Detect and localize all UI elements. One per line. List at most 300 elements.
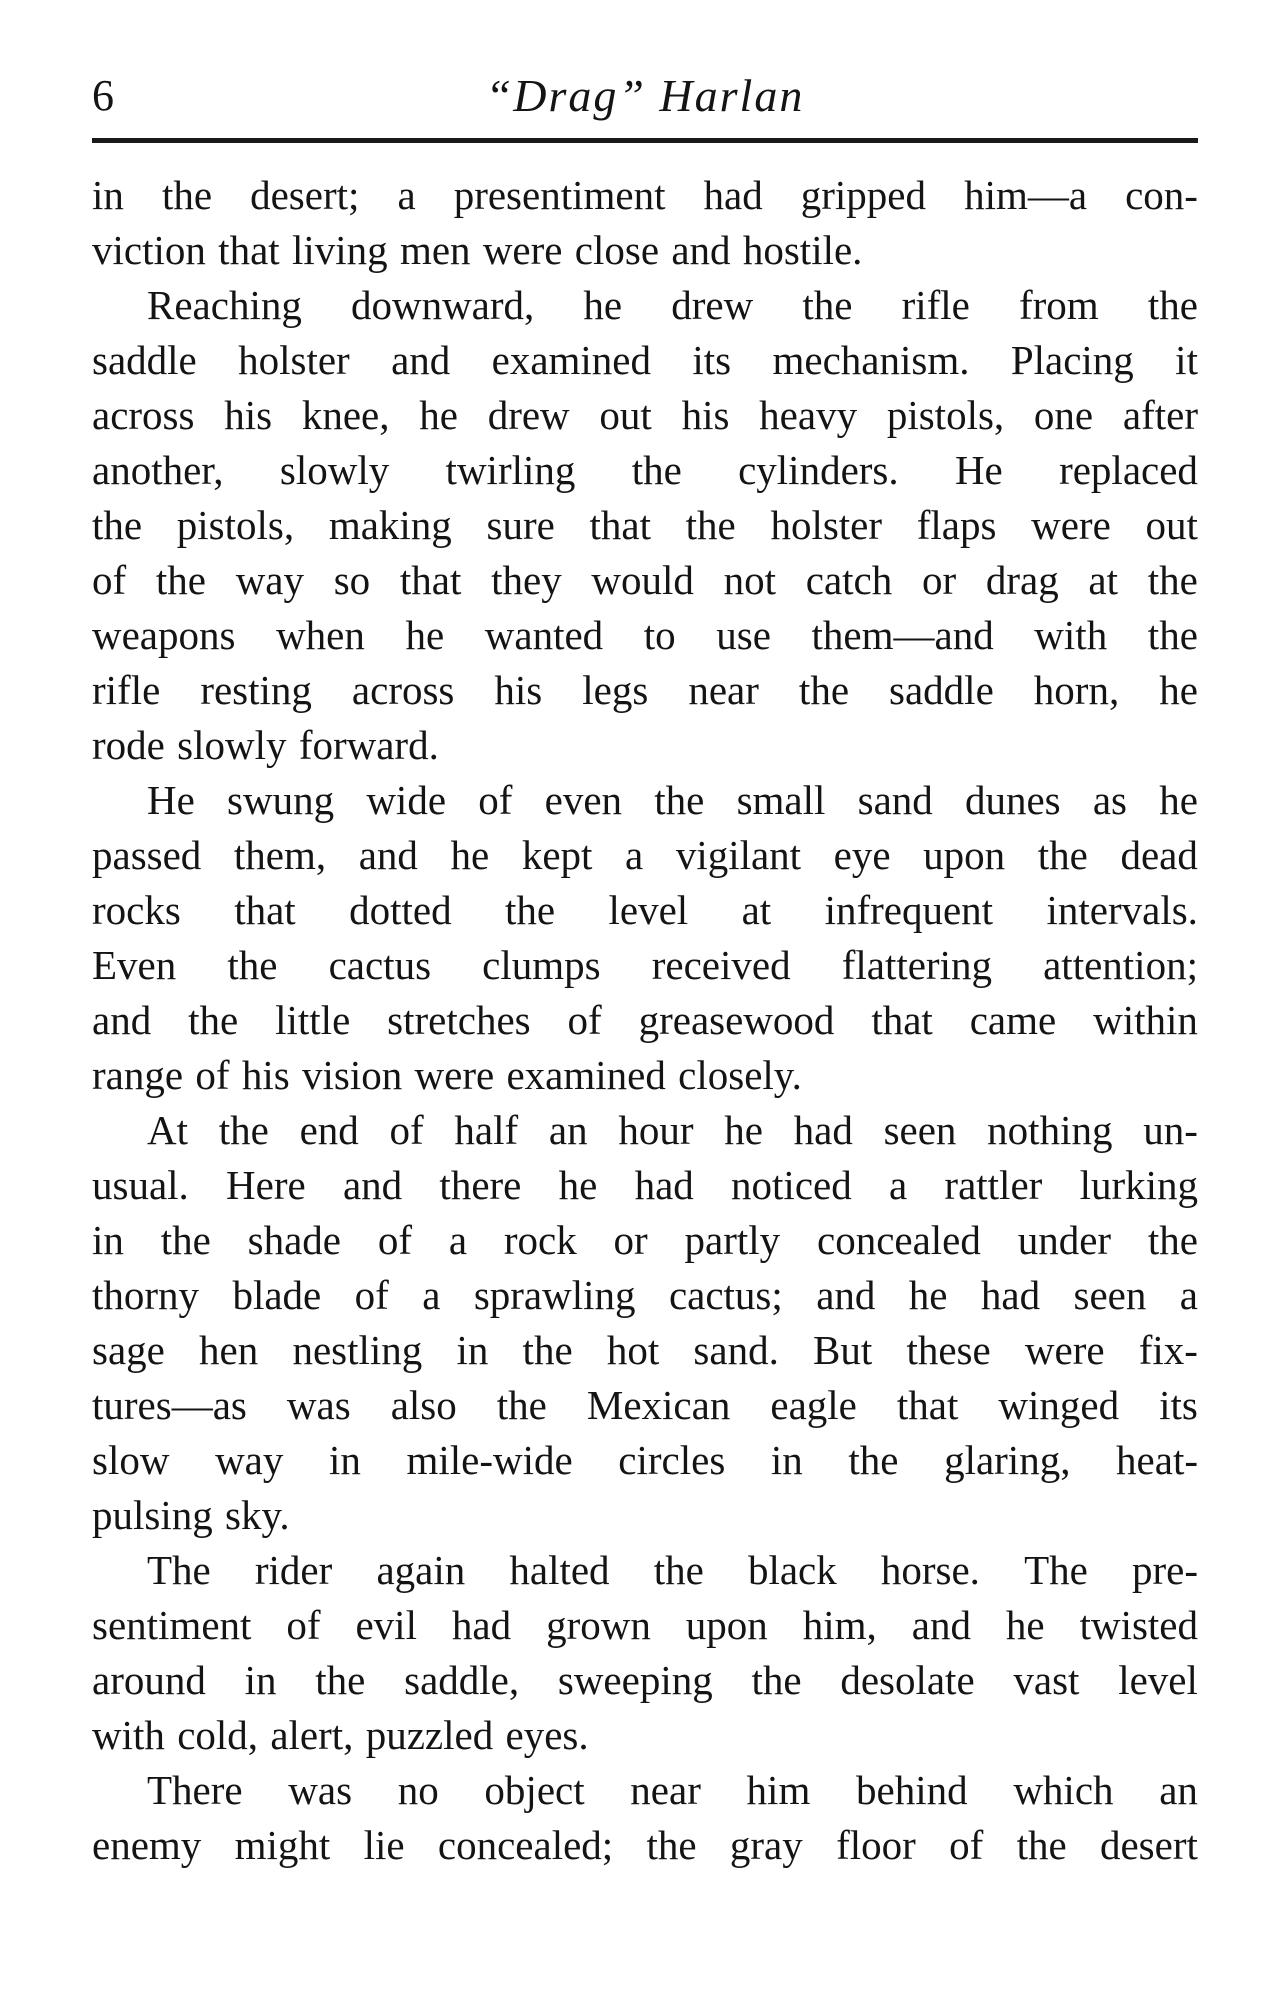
word: and bbox=[671, 227, 731, 273]
word: them—and bbox=[811, 612, 994, 658]
page-number: 6 bbox=[92, 71, 114, 120]
word: upon bbox=[923, 832, 1006, 878]
text-line bbox=[92, 553, 1198, 608]
word: in bbox=[92, 172, 124, 218]
word: Reaching bbox=[147, 282, 302, 328]
word: a bbox=[397, 172, 416, 218]
word: lie bbox=[363, 1822, 405, 1868]
body-text bbox=[92, 168, 1198, 1873]
word: the bbox=[496, 1382, 547, 1428]
word: forward. bbox=[298, 722, 439, 768]
word: the bbox=[155, 557, 206, 603]
text-line bbox=[92, 1103, 1198, 1158]
text-line bbox=[92, 1048, 1198, 1103]
word: men bbox=[399, 227, 471, 273]
word: winged bbox=[998, 1382, 1120, 1428]
word: the bbox=[92, 502, 143, 548]
text-line bbox=[92, 443, 1198, 498]
word: drag bbox=[985, 557, 1059, 603]
word: across bbox=[92, 392, 195, 438]
word: the bbox=[218, 1107, 269, 1153]
word: he bbox=[724, 1107, 763, 1153]
word: slow bbox=[92, 1437, 170, 1483]
word: legs bbox=[582, 667, 649, 713]
word: at bbox=[1088, 557, 1119, 603]
word: holster bbox=[238, 337, 350, 383]
word: near bbox=[630, 1767, 701, 1813]
word: around bbox=[92, 1657, 206, 1703]
word: the bbox=[685, 502, 736, 548]
text-line bbox=[92, 498, 1198, 553]
word: swung bbox=[227, 777, 335, 823]
word: the bbox=[654, 777, 705, 823]
word: mile-wide bbox=[406, 1437, 573, 1483]
word: stretches bbox=[387, 997, 531, 1043]
word: also bbox=[390, 1382, 457, 1428]
word: attention; bbox=[1043, 942, 1198, 988]
word: eyes. bbox=[505, 1712, 589, 1758]
word: mechanism. bbox=[772, 337, 970, 383]
word: another, bbox=[92, 447, 224, 493]
text-line bbox=[92, 608, 1198, 663]
word: rifle bbox=[901, 282, 970, 328]
word: flattering bbox=[841, 942, 992, 988]
word: pre- bbox=[1131, 1547, 1198, 1593]
word: rattler bbox=[944, 1162, 1043, 1208]
word: concealed bbox=[817, 1217, 981, 1263]
word: nestling bbox=[292, 1327, 423, 1373]
word: he bbox=[419, 392, 458, 438]
word: the bbox=[798, 667, 850, 713]
word: the bbox=[1147, 612, 1198, 658]
word: the bbox=[751, 1657, 802, 1703]
word: even bbox=[544, 777, 623, 823]
word: saddle bbox=[889, 667, 994, 713]
word: that bbox=[871, 997, 933, 1043]
text-line bbox=[92, 223, 1198, 278]
text-line bbox=[92, 1268, 1198, 1323]
word: Placing bbox=[1010, 337, 1134, 383]
word: again bbox=[376, 1547, 466, 1593]
word: cylinders. bbox=[738, 447, 899, 493]
word: he bbox=[1159, 667, 1198, 713]
word: the bbox=[848, 1437, 899, 1483]
word: the bbox=[315, 1657, 366, 1703]
word: examined bbox=[506, 1052, 666, 1098]
text-line bbox=[92, 1433, 1198, 1488]
word: gray bbox=[729, 1822, 803, 1868]
word: an bbox=[548, 1107, 588, 1153]
word: the bbox=[653, 1547, 704, 1593]
word: holster bbox=[770, 502, 883, 548]
text-line bbox=[92, 1543, 1198, 1598]
word: that bbox=[218, 227, 280, 273]
word: a bbox=[625, 832, 644, 878]
word: closely. bbox=[678, 1052, 802, 1098]
word: that bbox=[589, 502, 651, 548]
word: upon bbox=[685, 1602, 768, 1648]
word: not bbox=[723, 557, 777, 603]
word: and bbox=[342, 1162, 403, 1208]
word: in bbox=[328, 1437, 361, 1483]
word: with bbox=[92, 1712, 165, 1758]
text-line bbox=[92, 1598, 1198, 1653]
word: hostile. bbox=[742, 227, 863, 273]
word: were bbox=[1031, 502, 1111, 548]
text-line bbox=[92, 663, 1198, 718]
word: and bbox=[911, 1602, 971, 1648]
word: pistols, bbox=[886, 392, 1005, 438]
word: The bbox=[147, 1547, 211, 1593]
word: he bbox=[583, 282, 623, 328]
word: so bbox=[333, 557, 371, 603]
word: an bbox=[1159, 1767, 1198, 1813]
word: the bbox=[505, 887, 556, 933]
word: sky. bbox=[225, 1492, 290, 1538]
word: examined bbox=[491, 337, 652, 383]
word: had bbox=[793, 1107, 853, 1153]
word: sentiment bbox=[92, 1602, 252, 1648]
word: The bbox=[1024, 1547, 1088, 1593]
word: vigilant bbox=[675, 832, 802, 878]
word: dead bbox=[1120, 832, 1198, 878]
word: he bbox=[908, 1272, 948, 1318]
word: its bbox=[1159, 1382, 1198, 1428]
word: slowly bbox=[279, 447, 390, 493]
word: the bbox=[161, 172, 213, 218]
word: no bbox=[397, 1767, 439, 1813]
text-line bbox=[92, 1708, 1198, 1763]
word: object bbox=[484, 1767, 585, 1813]
text-line bbox=[92, 1158, 1198, 1213]
word: Even bbox=[92, 942, 177, 988]
word: or bbox=[921, 557, 957, 603]
text-line bbox=[92, 333, 1198, 388]
word: had bbox=[451, 1602, 512, 1648]
word: way bbox=[235, 557, 304, 603]
word: him, bbox=[802, 1602, 877, 1648]
word: hot bbox=[606, 1327, 660, 1373]
word: dotted bbox=[349, 887, 452, 933]
word: and bbox=[391, 337, 451, 383]
word: viction bbox=[92, 227, 206, 273]
word: making bbox=[328, 502, 452, 548]
word: desert; bbox=[250, 172, 360, 218]
word: sand bbox=[857, 777, 933, 823]
word: little bbox=[275, 997, 351, 1043]
word: eye bbox=[833, 832, 891, 878]
word: glaring, bbox=[944, 1437, 1071, 1483]
word: were bbox=[414, 1052, 495, 1098]
word: near bbox=[688, 667, 759, 713]
word: the bbox=[522, 1327, 573, 1373]
word: was bbox=[286, 1382, 351, 1428]
word: it bbox=[1175, 337, 1198, 383]
word: weapons bbox=[92, 612, 236, 658]
word: replaced bbox=[1059, 447, 1198, 493]
word: out bbox=[599, 392, 652, 438]
text-line bbox=[92, 773, 1198, 828]
word: desert bbox=[1099, 1822, 1198, 1868]
word: hour bbox=[618, 1107, 694, 1153]
word: cactus; bbox=[668, 1272, 783, 1318]
word: partly bbox=[684, 1217, 781, 1263]
word: living bbox=[291, 227, 388, 273]
word: the bbox=[1037, 832, 1088, 878]
word: he bbox=[558, 1162, 598, 1208]
word: kept bbox=[521, 832, 593, 878]
word: end bbox=[299, 1107, 359, 1153]
word: con- bbox=[1125, 172, 1198, 218]
text-line bbox=[92, 1378, 1198, 1433]
text-line bbox=[92, 1818, 1198, 1873]
word: Mexican bbox=[586, 1382, 731, 1428]
text-line bbox=[92, 278, 1198, 333]
word: enemy bbox=[92, 1822, 202, 1868]
word: of bbox=[354, 1272, 389, 1318]
word: cactus bbox=[328, 942, 432, 988]
word: the bbox=[1147, 1217, 1198, 1263]
running-head bbox=[92, 66, 1198, 126]
word: flaps bbox=[916, 502, 997, 548]
word: shade bbox=[247, 1217, 342, 1263]
word: and bbox=[358, 832, 418, 878]
word: lurking bbox=[1079, 1162, 1198, 1208]
word: vision bbox=[301, 1052, 403, 1098]
word: rifle bbox=[92, 667, 161, 713]
word: the bbox=[1147, 557, 1198, 603]
text-line bbox=[92, 1488, 1198, 1543]
word: rode bbox=[92, 722, 165, 768]
word: at bbox=[741, 887, 772, 933]
word: He bbox=[147, 777, 195, 823]
word: across bbox=[351, 667, 455, 713]
word: rider bbox=[254, 1547, 333, 1593]
word: to bbox=[643, 612, 676, 658]
word: of bbox=[389, 1107, 424, 1153]
word: were bbox=[1024, 1327, 1105, 1373]
text-line bbox=[92, 1763, 1198, 1818]
word: range bbox=[92, 1052, 184, 1098]
word: had bbox=[703, 172, 763, 218]
word: vast bbox=[1013, 1657, 1080, 1703]
text-line bbox=[92, 993, 1198, 1048]
word: concealed; bbox=[437, 1822, 614, 1868]
word: had bbox=[634, 1162, 694, 1208]
word: which bbox=[1013, 1767, 1114, 1813]
word: There bbox=[147, 1767, 243, 1813]
word: in bbox=[456, 1327, 489, 1373]
word: puzzled bbox=[365, 1712, 494, 1758]
word: his bbox=[494, 667, 543, 713]
word: would bbox=[591, 557, 694, 603]
word: seen bbox=[1073, 1272, 1147, 1318]
word: of bbox=[377, 1217, 412, 1263]
word: un- bbox=[1143, 1107, 1198, 1153]
word: they bbox=[491, 557, 562, 603]
word: close bbox=[574, 227, 660, 273]
word: that bbox=[399, 557, 462, 603]
text-line bbox=[92, 1213, 1198, 1268]
word: use bbox=[716, 612, 771, 658]
word: after bbox=[1122, 392, 1198, 438]
word: level bbox=[1118, 1657, 1198, 1703]
word: knee, bbox=[301, 392, 390, 438]
text-line bbox=[92, 168, 1198, 223]
text-line bbox=[92, 883, 1198, 938]
word: with bbox=[1034, 612, 1108, 658]
word: twirling bbox=[445, 447, 576, 493]
word: cold, bbox=[177, 1712, 259, 1758]
word: sweeping bbox=[557, 1657, 713, 1703]
word: horn, bbox=[1033, 667, 1120, 713]
word: had bbox=[980, 1272, 1041, 1318]
word: he bbox=[450, 832, 490, 878]
text-line bbox=[92, 828, 1198, 883]
text-line bbox=[92, 938, 1198, 993]
word: or bbox=[613, 1217, 648, 1263]
word: At bbox=[147, 1107, 188, 1153]
word: noticed bbox=[731, 1162, 852, 1208]
word: that bbox=[896, 1382, 959, 1428]
word: from bbox=[1018, 282, 1099, 328]
word: seen bbox=[883, 1107, 957, 1153]
word: drew bbox=[671, 282, 754, 328]
word: behind bbox=[856, 1767, 968, 1813]
text-line bbox=[92, 388, 1198, 443]
word: that bbox=[234, 887, 296, 933]
word: nothing bbox=[987, 1107, 1113, 1153]
word: evil bbox=[355, 1602, 417, 1648]
word: he bbox=[1159, 777, 1198, 823]
word: its bbox=[692, 337, 732, 383]
word: in bbox=[770, 1437, 803, 1483]
word: might bbox=[234, 1822, 331, 1868]
word: He bbox=[954, 447, 1003, 493]
word: pulsing bbox=[92, 1492, 213, 1538]
word: saddle bbox=[92, 337, 197, 383]
word: sage bbox=[92, 1327, 165, 1373]
word: hen bbox=[199, 1327, 259, 1373]
word: he bbox=[1005, 1602, 1045, 1648]
word: the bbox=[1016, 1822, 1067, 1868]
word: clumps bbox=[482, 942, 601, 988]
word: received bbox=[651, 942, 791, 988]
word: dunes bbox=[964, 777, 1061, 823]
word: under bbox=[1017, 1217, 1112, 1263]
word: wanted bbox=[484, 612, 604, 658]
word: level bbox=[608, 887, 689, 933]
word: in bbox=[244, 1657, 277, 1703]
word: half bbox=[454, 1107, 519, 1153]
word: the bbox=[188, 997, 239, 1043]
word: a bbox=[448, 1217, 468, 1263]
word: of bbox=[567, 997, 602, 1043]
word: the bbox=[1147, 282, 1198, 328]
word: one bbox=[1033, 392, 1094, 438]
word: twisted bbox=[1079, 1602, 1198, 1648]
word: blade bbox=[232, 1272, 322, 1318]
word: gripped bbox=[800, 172, 927, 218]
word: heat- bbox=[1116, 1437, 1198, 1483]
word: pistols, bbox=[176, 502, 295, 548]
word: usual. bbox=[92, 1162, 189, 1208]
word: him—a bbox=[964, 172, 1088, 218]
word: desolate bbox=[840, 1657, 975, 1703]
word: fix- bbox=[1138, 1327, 1198, 1373]
word: downward, bbox=[350, 282, 535, 328]
text-line bbox=[92, 1323, 1198, 1378]
word: when bbox=[276, 612, 365, 658]
word: came bbox=[969, 997, 1057, 1043]
word: of bbox=[949, 1822, 984, 1868]
word: resting bbox=[200, 667, 312, 713]
word: the bbox=[160, 1217, 211, 1263]
word: eagle bbox=[770, 1382, 857, 1428]
word: sure bbox=[486, 502, 555, 548]
word: his bbox=[224, 392, 273, 438]
word: were bbox=[482, 227, 563, 273]
word: heavy bbox=[759, 392, 858, 438]
word: thorny bbox=[92, 1272, 200, 1318]
text-line bbox=[92, 1653, 1198, 1708]
word: him bbox=[746, 1767, 811, 1813]
word: a bbox=[422, 1272, 441, 1318]
word: of bbox=[195, 1052, 230, 1098]
word: of bbox=[478, 777, 513, 823]
word: halted bbox=[509, 1547, 610, 1593]
word: wide bbox=[366, 777, 447, 823]
word: presentiment bbox=[453, 172, 666, 218]
word: as bbox=[1092, 777, 1128, 823]
word: black bbox=[747, 1547, 837, 1593]
word: drew bbox=[487, 392, 570, 438]
word: within bbox=[1093, 997, 1198, 1043]
word: his bbox=[241, 1052, 290, 1098]
word: the bbox=[631, 447, 682, 493]
word: a bbox=[1179, 1272, 1198, 1318]
word: in bbox=[92, 1217, 124, 1263]
word: sprawling bbox=[473, 1272, 636, 1318]
word: the bbox=[802, 282, 853, 328]
word: small bbox=[736, 777, 826, 823]
word: grown bbox=[546, 1602, 651, 1648]
header-rule bbox=[92, 138, 1198, 143]
word: rocks bbox=[92, 887, 181, 933]
word: horse. bbox=[880, 1547, 980, 1593]
word: alert, bbox=[270, 1712, 354, 1758]
word: and bbox=[816, 1272, 876, 1318]
word: floor bbox=[836, 1822, 916, 1868]
word: them, bbox=[233, 832, 327, 878]
word: and bbox=[92, 997, 152, 1043]
word: there bbox=[439, 1162, 522, 1208]
word: out bbox=[1145, 502, 1198, 548]
word: rock bbox=[503, 1217, 577, 1263]
word: the bbox=[227, 942, 278, 988]
word: Here bbox=[226, 1162, 306, 1208]
word: greasewood bbox=[638, 997, 835, 1043]
word: circles bbox=[618, 1437, 726, 1483]
word: his bbox=[681, 392, 730, 438]
word: slowly bbox=[177, 722, 287, 768]
word: the bbox=[646, 1822, 697, 1868]
word: sand. bbox=[693, 1327, 779, 1373]
text-line bbox=[92, 718, 1198, 773]
word: of bbox=[286, 1602, 321, 1648]
word: saddle, bbox=[404, 1657, 520, 1703]
word: he bbox=[405, 612, 445, 658]
